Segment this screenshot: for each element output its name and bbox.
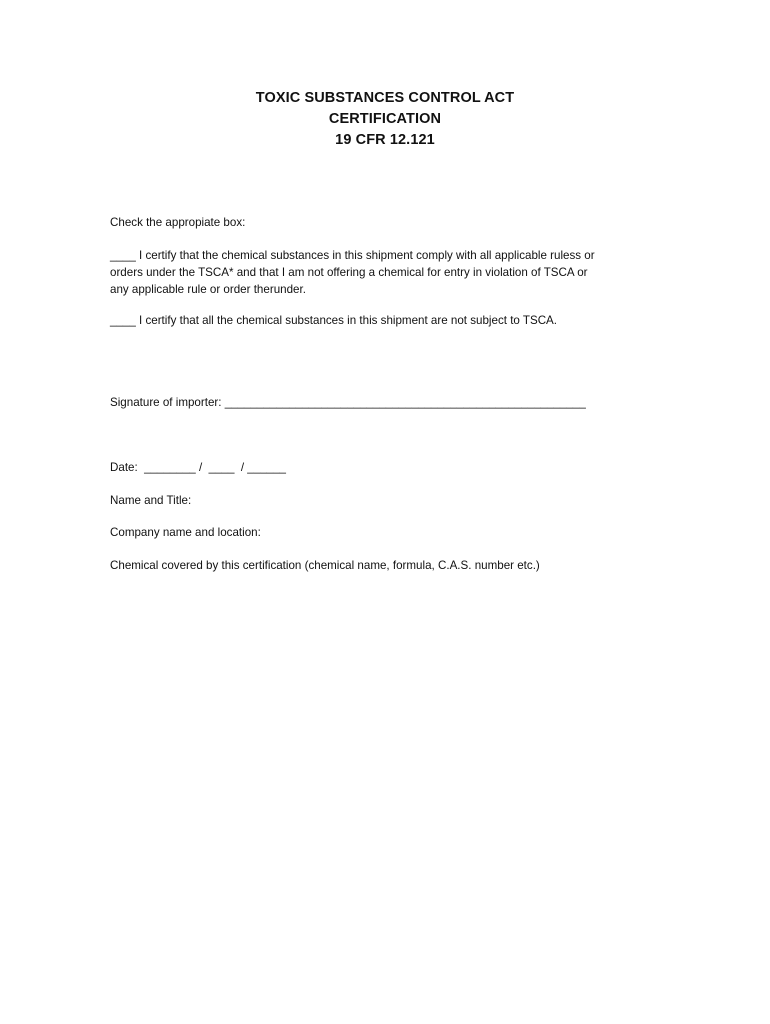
date-field[interactable]: Date: ________ / ____ / ______ [110, 461, 286, 474]
name-title-field[interactable]: Name and Title: [110, 494, 192, 507]
company-location-field[interactable]: Company name and location: [110, 526, 261, 539]
title-certification: CERTIFICATION [328, 111, 442, 127]
certification-option-not-subject[interactable]: ____ I certify that all the chemical substances in this shipment are not subject to TSCA. [110, 314, 558, 327]
title-act-name: TOXIC SUBSTANCES CONTROL ACT [255, 90, 515, 106]
certification-option-comply[interactable]: ____ I certify that the chemical substances in this shipment comply with all applicable ruless or orders under the TSCA* and that I am not offering a chemical for entry in violation of TSCA or any applicable rule or order therunder. [110, 249, 595, 296]
title-regulation-citation: 19 CFR 12.121 [335, 132, 435, 148]
signature-field[interactable]: Signature of importer: ________________________________________________________ [110, 396, 586, 409]
instruction-text: Check the appropiate box: [110, 216, 246, 229]
document-title [0, 88, 770, 151]
chemical-covered-field[interactable]: Chemical covered by this certification (chemical name, formula, C.A.S. number etc.) [110, 559, 540, 572]
